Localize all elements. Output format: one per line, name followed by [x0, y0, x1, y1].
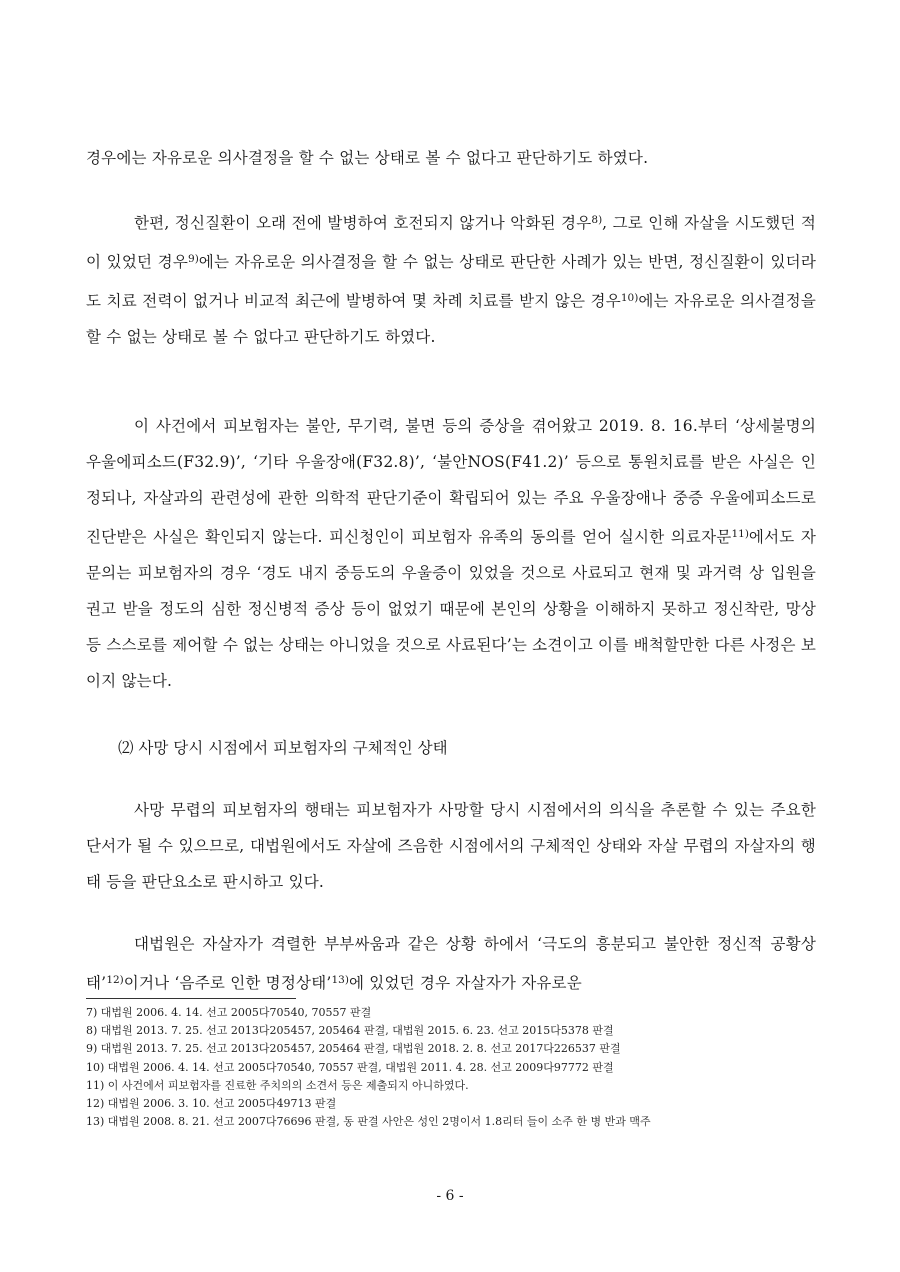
paragraph-text: 한편, 정신질환이 오래 전에 발병하여 호전되지 않거나 악화된 경우 — [134, 214, 592, 232]
footnote-item: 7) 대법원 2006. 4. 14. 선고 2005다70540, 70557 판결 — [86, 1006, 372, 1019]
footnote-item: 12) 대법원 2006. 3. 10. 선고 2005다49713 판결 — [86, 1097, 337, 1111]
footnote-item: 13) 대법원 2008. 8. 21. 선고 2007다76696 판결, 동 판결 사안은 성인 2명이서 1.8리터 들이 소주 한 병 반과 맥주 — [86, 1115, 651, 1129]
paragraph-text: , 그로 인해 자살을 시도했던 적이 있었던 경우 — [86, 214, 816, 271]
footnote-ref: 11) — [731, 528, 749, 540]
footnote-list — [86, 1004, 826, 1131]
paragraph-text: 에서도 자문의는 피보험자의 경우 ‘경도 내지 중등도의 우울증이 있었을 것으로 사료되고 현재 및 과거력 상 입원을 권고 받을 정도의 심한 정신병적 증상 등이 없었기 때문에 본인의 상황을 이해하지 못하고 정신착란, 망상 등 스스로를 제어할 수 없는 상태는 아니었을 것으로 사료된다’는 소견이고 이를 배척할만한 다른 사정은 보이지 않는다. — [86, 528, 816, 690]
footnote-item: 11) 이 사건에서 피보험자를 진료한 주치의의 소견서 등은 제출되지 아니하였다. — [86, 1078, 469, 1092]
footnote-ref: 13) — [331, 974, 349, 986]
page-number: - 6 - — [436, 1188, 464, 1204]
footnote-ref: 12) — [106, 974, 124, 986]
paragraph-this-case — [86, 408, 816, 699]
footnote-ref: 8) — [591, 214, 603, 226]
paragraph-text: 이 사건에서 피보험자는 불안, 무기력, 불면 등의 증상을 겪어왔고 2019. 8. 16.부터 ‘상세불명의 우울에피소드(F32.9)’, ‘기타 우울장애(F32.8)’, ‘불안NOS(F41.2)’ 등으로 통원치료를 받은 사실은 인정되나, 자살과의 관련성에 관한 의학적 판단기준이 확립되어 있는 주요 우울장애나 중증 우울에피소드로 진단받은 사실은 확인되지 않는다. 피신청인이 피보험자 유족의 동의를 얻어 실시한 의료자문 — [86, 417, 816, 546]
paragraph-death-time-state: 사망 무렵의 피보험자의 행태는 피보험자가 사망할 당시 시점에서의 의식을 추론할 수 있는 주요한 단서가 될 수 있으므로, 대법원에서도 자살에 즈음한 시점에서의 구체적인 상태와 자살 무렵의 자살자의 행태 등을 판단요소로 판시하고 있다. — [86, 801, 816, 891]
footnote-divider — [86, 998, 296, 999]
paragraph-continued: 경우에는 자유로운 의사결정을 할 수 없는 상태로 볼 수 없다고 판단하기도 하였다. — [86, 149, 649, 167]
paragraph-mental-illness-cases — [86, 202, 816, 355]
paragraph-supreme-court — [86, 926, 816, 1001]
paragraph-text: 에는 자유로운 의사결정을 할 수 없는 상태로 판단한 사례가 있는 반면, 정신질환이 있더라도 치료 전력이 없거나 비교적 최근에 발병하여 몇 차례 치료를 받지 않은 경우 — [86, 253, 816, 310]
paragraph-text: 이거나 ‘음주로 인한 명정상태’ — [123, 974, 332, 992]
section-heading: ⑵ 사망 당시 시점에서 피보험자의 구체적인 상태 — [118, 739, 448, 757]
footnote-ref: 9) — [188, 253, 199, 265]
paragraph-text: 에 있었던 경우 자살자가 자유로운 — [348, 974, 582, 992]
paragraph-text: 에는 자유로운 의사결정을 할 수 없는 상태로 볼 수 없다고 판단하기도 하였다. — [86, 292, 816, 346]
footnote-item: 10) 대법원 2006. 4. 14. 선고 2005다70540, 70557 판결, 대법원 2011. 4. 28. 선고 2009다97772 판결 — [86, 1060, 614, 1074]
footnote-ref: 10) — [620, 292, 639, 304]
paragraph-text: 대법원은 자살자가 격렬한 부부싸움과 같은 상황 하에서 ‘극도의 흥분되고 불안한 정신적 공황상태’ — [86, 935, 816, 992]
footnote-item: 8) 대법원 2013. 7. 25. 선고 2013다205457, 205464 판결, 대법원 2015. 6. 23. 선고 2015다5378 판결 — [86, 1024, 614, 1038]
footnote-item: 9) 대법원 2013. 7. 25. 선고 2013다205457, 205464 판결, 대법원 2018. 2. 8. 선고 2017다226537 판결 — [86, 1042, 621, 1056]
